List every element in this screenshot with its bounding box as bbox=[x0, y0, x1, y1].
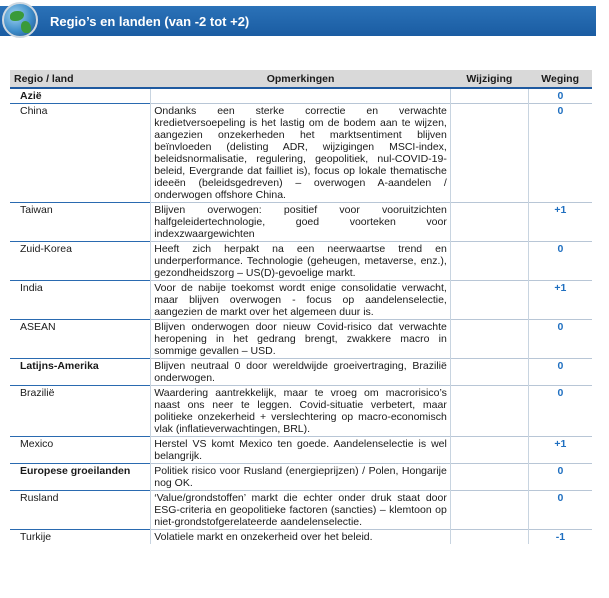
comment-cell: Heeft zich herpakt na een neerwaartse trend en underperformance. Technologie (geheugen, metaverse, enz.), gezondheidszorg – US(D)-gevoelige markt. bbox=[151, 242, 451, 281]
regions-table bbox=[10, 70, 592, 544]
change-cell bbox=[450, 281, 528, 320]
change-cell bbox=[450, 320, 528, 359]
section-title: Regio’s en landen (van -2 tot +2) bbox=[50, 14, 250, 29]
comment-cell: Waardering aantrekkelijk, maar te vroeg om macrorisico’s naast ons neer te leggen. Covid-situatie verbetert, maar politieke onzekerheid + verslechtering op macro-economisch vlak (inflatieverwachtingen, BRL). bbox=[151, 386, 451, 437]
change-cell bbox=[450, 203, 528, 242]
comment-cell: Voor de nabije toekomst wordt enige consolidatie verwacht, maar blijven overwogen - focus op aandelenselectie, aangezien de markt over het algemeen duur is. bbox=[151, 281, 451, 320]
comment-cell: Blijven overwogen: positief voor vooruitzichten halfgeleidertechnologie, goed voorteken voor indexzwaargewichten bbox=[151, 203, 451, 242]
region-cell: Rusland bbox=[10, 491, 151, 530]
change-cell bbox=[450, 530, 528, 545]
change-cell bbox=[450, 88, 528, 104]
region-cell: Europese groeilanden bbox=[10, 464, 151, 491]
weight-cell: 0 bbox=[528, 464, 592, 491]
weight-cell: 0 bbox=[528, 491, 592, 530]
change-cell bbox=[450, 464, 528, 491]
table-row bbox=[10, 88, 592, 104]
region-cell: Latijns-Amerika bbox=[10, 359, 151, 386]
comment-cell: Herstel VS komt Mexico ten goede. Aandelenselectie is wel belangrijk. bbox=[151, 437, 451, 464]
comment-cell bbox=[151, 88, 451, 104]
region-cell: Brazilië bbox=[10, 386, 151, 437]
comment-cell: Ondanks een sterke correctie en verwachte kredietversoepeling is het lastig om de bodem aan te wijzen, aangezien onzekerheden het marktsentiment blijven beïnvloeden (delisting ADR, wijzigingen MSCI-index, beleidsnormalisatie, regulering, geopolitiek, nul-COVID-19-beleid, Evergrande dat failliet is), focus op lokale thematische ideeën (beleidsgedreven) – overwogen A-aandelen / onderwogen offshore China. bbox=[151, 104, 451, 203]
table-row bbox=[10, 530, 592, 545]
region-cell: Azië bbox=[10, 88, 151, 104]
change-cell bbox=[450, 104, 528, 203]
region-cell: Mexico bbox=[10, 437, 151, 464]
table-row bbox=[10, 437, 592, 464]
change-cell bbox=[450, 386, 528, 437]
table-row bbox=[10, 359, 592, 386]
weight-cell: 0 bbox=[528, 104, 592, 203]
table-row bbox=[10, 464, 592, 491]
table-row bbox=[10, 386, 592, 437]
region-cell: China bbox=[10, 104, 151, 203]
weight-cell: +1 bbox=[528, 437, 592, 464]
comment-cell: ‘Value/grondstoffen’ markt die echter onder druk staat door ESG-criteria en geopolitieke factoren (sancties) – klemtoon op niet-grondstofgerelateerde aandelenselectie. bbox=[151, 491, 451, 530]
region-cell: Turkije bbox=[10, 530, 151, 545]
table-row bbox=[10, 104, 592, 203]
region-cell: Zuid-Korea bbox=[10, 242, 151, 281]
column-header-region: Regio / land bbox=[10, 70, 151, 88]
globe-icon bbox=[2, 2, 38, 38]
weight-cell: +1 bbox=[528, 203, 592, 242]
table-header-row bbox=[10, 70, 592, 88]
column-header-comments: Opmerkingen bbox=[151, 70, 451, 88]
weight-cell: -1 bbox=[528, 530, 592, 545]
comment-cell: Volatiele markt en onzekerheid over het beleid. bbox=[151, 530, 451, 545]
weight-cell: 0 bbox=[528, 242, 592, 281]
table-row bbox=[10, 203, 592, 242]
table-row bbox=[10, 281, 592, 320]
weight-cell: 0 bbox=[528, 320, 592, 359]
change-cell bbox=[450, 242, 528, 281]
weight-cell: 0 bbox=[528, 88, 592, 104]
table-row bbox=[10, 242, 592, 281]
table-row bbox=[10, 491, 592, 530]
region-cell: Taiwan bbox=[10, 203, 151, 242]
column-header-weight: Weging bbox=[528, 70, 592, 88]
change-cell bbox=[450, 437, 528, 464]
comment-cell: Blijven onderwogen door nieuw Covid-risico dat verwachte heropening in het gedrang brengt, zwakkere macro in sommige gevallen – USD. bbox=[151, 320, 451, 359]
comment-cell: Politiek risico voor Rusland (energieprijzen) / Polen, Hongarije nog OK. bbox=[151, 464, 451, 491]
weight-cell: 0 bbox=[528, 386, 592, 437]
weight-cell: +1 bbox=[528, 281, 592, 320]
column-header-change: Wijziging bbox=[450, 70, 528, 88]
comment-cell: Blijven neutraal 0 door wereldwijde groeivertraging, Brazilië onderwogen. bbox=[151, 359, 451, 386]
weight-cell: 0 bbox=[528, 359, 592, 386]
change-cell bbox=[450, 491, 528, 530]
table-row bbox=[10, 320, 592, 359]
change-cell bbox=[450, 359, 528, 386]
region-cell: ASEAN bbox=[10, 320, 151, 359]
region-cell: India bbox=[10, 281, 151, 320]
